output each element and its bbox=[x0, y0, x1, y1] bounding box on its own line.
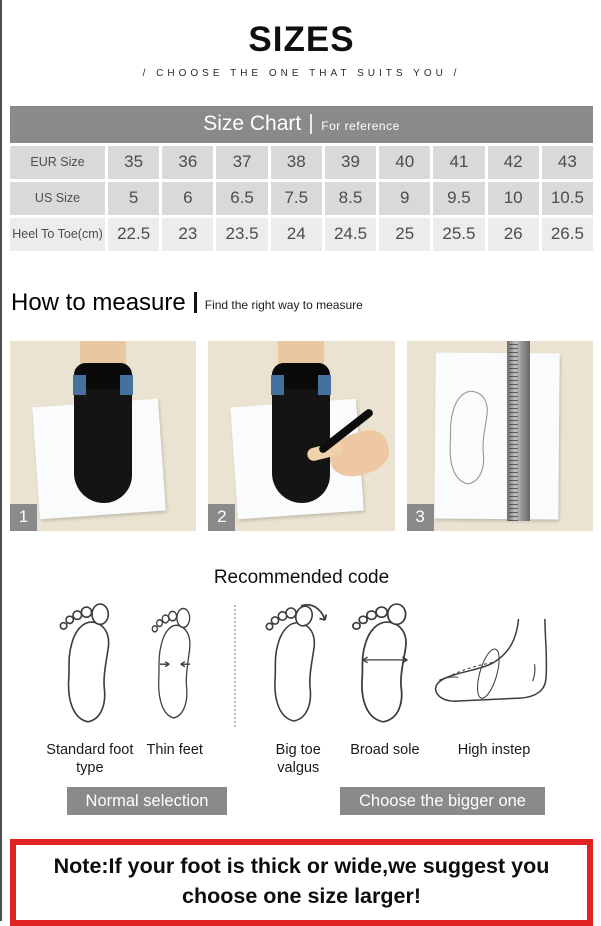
big-toe-valgus-icon bbox=[261, 601, 335, 733]
eur-size-cell: 39 bbox=[325, 146, 376, 179]
size-chart-header bbox=[10, 106, 593, 143]
heel-toe-cell: 24 bbox=[271, 218, 322, 251]
heel-toe-cell: 23 bbox=[162, 218, 213, 251]
eur-size-cell: 40 bbox=[379, 146, 430, 179]
foot-type-diagrams bbox=[2, 601, 601, 777]
high-instep-icon bbox=[428, 601, 560, 733]
us-size-cell: 6.5 bbox=[216, 182, 267, 215]
foot-outline-trace bbox=[437, 367, 503, 499]
row-label-eur-size: EUR Size bbox=[10, 146, 105, 179]
row-label-us-size: US Size bbox=[10, 182, 105, 215]
heel-toe-cell: 24.5 bbox=[325, 218, 376, 251]
sock-label bbox=[73, 375, 86, 395]
eur-size-cell: 38 bbox=[271, 146, 322, 179]
foot-type-standard bbox=[44, 601, 136, 777]
recommended-code-title: Recommended code bbox=[213, 566, 390, 588]
step-number-badge: 2 bbox=[208, 504, 235, 531]
size-note-box: Note:If your foot is thick or wide,we suggest you choose one size larger! bbox=[10, 839, 593, 926]
us-size-cell: 10.5 bbox=[542, 182, 593, 215]
foot-type-label: Broad sole bbox=[350, 741, 420, 758]
eur-size-cell: 42 bbox=[488, 146, 539, 179]
how-to-measure-subtitle: Find the right way to measure bbox=[204, 297, 363, 312]
step-photo-2-trace-foot bbox=[208, 341, 394, 531]
measure-steps bbox=[10, 341, 593, 531]
divider-bar bbox=[310, 114, 312, 134]
divider-bar bbox=[194, 292, 197, 313]
us-size-cell: 7.5 bbox=[271, 182, 322, 215]
row-label-heel-to-toe: Heel To Toe(cm) bbox=[10, 218, 105, 251]
step-number-badge: 1 bbox=[10, 504, 37, 531]
foot-type-label: High instep bbox=[457, 741, 531, 758]
steel-ruler bbox=[507, 341, 530, 521]
size-chart-table bbox=[10, 106, 593, 251]
eur-size-cell: 35 bbox=[108, 146, 159, 179]
choose-bigger-one-label: Choose the bigger one bbox=[340, 787, 545, 815]
foot-type-big-toe-valgus bbox=[256, 601, 341, 777]
broad-sole-icon bbox=[347, 601, 423, 733]
normal-selection-label: Normal selection bbox=[67, 787, 227, 815]
foot-type-high-instep bbox=[429, 601, 559, 759]
how-to-measure-heading bbox=[11, 289, 601, 317]
how-to-measure-title: How to measure bbox=[11, 288, 186, 316]
header bbox=[2, 0, 601, 79]
heel-toe-cell: 25 bbox=[379, 218, 430, 251]
black-sock-foot bbox=[272, 363, 330, 503]
eur-size-cell: 37 bbox=[216, 146, 267, 179]
us-size-cell: 8.5 bbox=[325, 182, 376, 215]
foot-type-label: Standard foot type bbox=[46, 741, 134, 776]
dotted-divider bbox=[234, 605, 236, 727]
foot-type-label: Thin feet bbox=[146, 741, 203, 758]
us-size-cell: 6 bbox=[162, 182, 213, 215]
standard-foot-icon bbox=[54, 601, 126, 733]
sock-label bbox=[120, 375, 133, 395]
heel-toe-cell: 26.5 bbox=[542, 218, 593, 251]
step-number-badge: 3 bbox=[407, 504, 434, 531]
eur-size-cell: 36 bbox=[162, 146, 213, 179]
foot-type-thin bbox=[136, 601, 214, 759]
size-chart-grid bbox=[10, 146, 593, 251]
heel-toe-cell: 26 bbox=[488, 218, 539, 251]
foot-type-label: Big toe valgus bbox=[275, 741, 321, 776]
eur-size-cell: 43 bbox=[542, 146, 593, 179]
us-size-cell: 9.5 bbox=[433, 182, 484, 215]
heel-toe-cell: 23.5 bbox=[216, 218, 267, 251]
eur-size-cell: 41 bbox=[433, 146, 484, 179]
sock-label bbox=[318, 375, 331, 395]
us-size-cell: 5 bbox=[108, 182, 159, 215]
step-photo-1-foot-on-paper bbox=[10, 341, 196, 531]
heel-toe-cell: 25.5 bbox=[433, 218, 484, 251]
page-subtitle: / CHOOSE THE ONE THAT SUITS YOU / bbox=[142, 67, 461, 79]
black-sock-foot bbox=[74, 363, 132, 503]
us-size-cell: 10 bbox=[488, 182, 539, 215]
selection-buttons bbox=[2, 787, 601, 815]
sock-label bbox=[271, 375, 284, 395]
thin-feet-icon bbox=[142, 601, 208, 733]
page-title: SIZES bbox=[248, 20, 355, 59]
size-chart-note: For reference bbox=[321, 119, 400, 134]
foot-type-broad-sole bbox=[341, 601, 429, 759]
size-chart-title: Size Chart bbox=[203, 112, 302, 136]
step-photo-3-measure-outline bbox=[407, 341, 593, 531]
heel-toe-cell: 22.5 bbox=[108, 218, 159, 251]
us-size-cell: 9 bbox=[379, 182, 430, 215]
